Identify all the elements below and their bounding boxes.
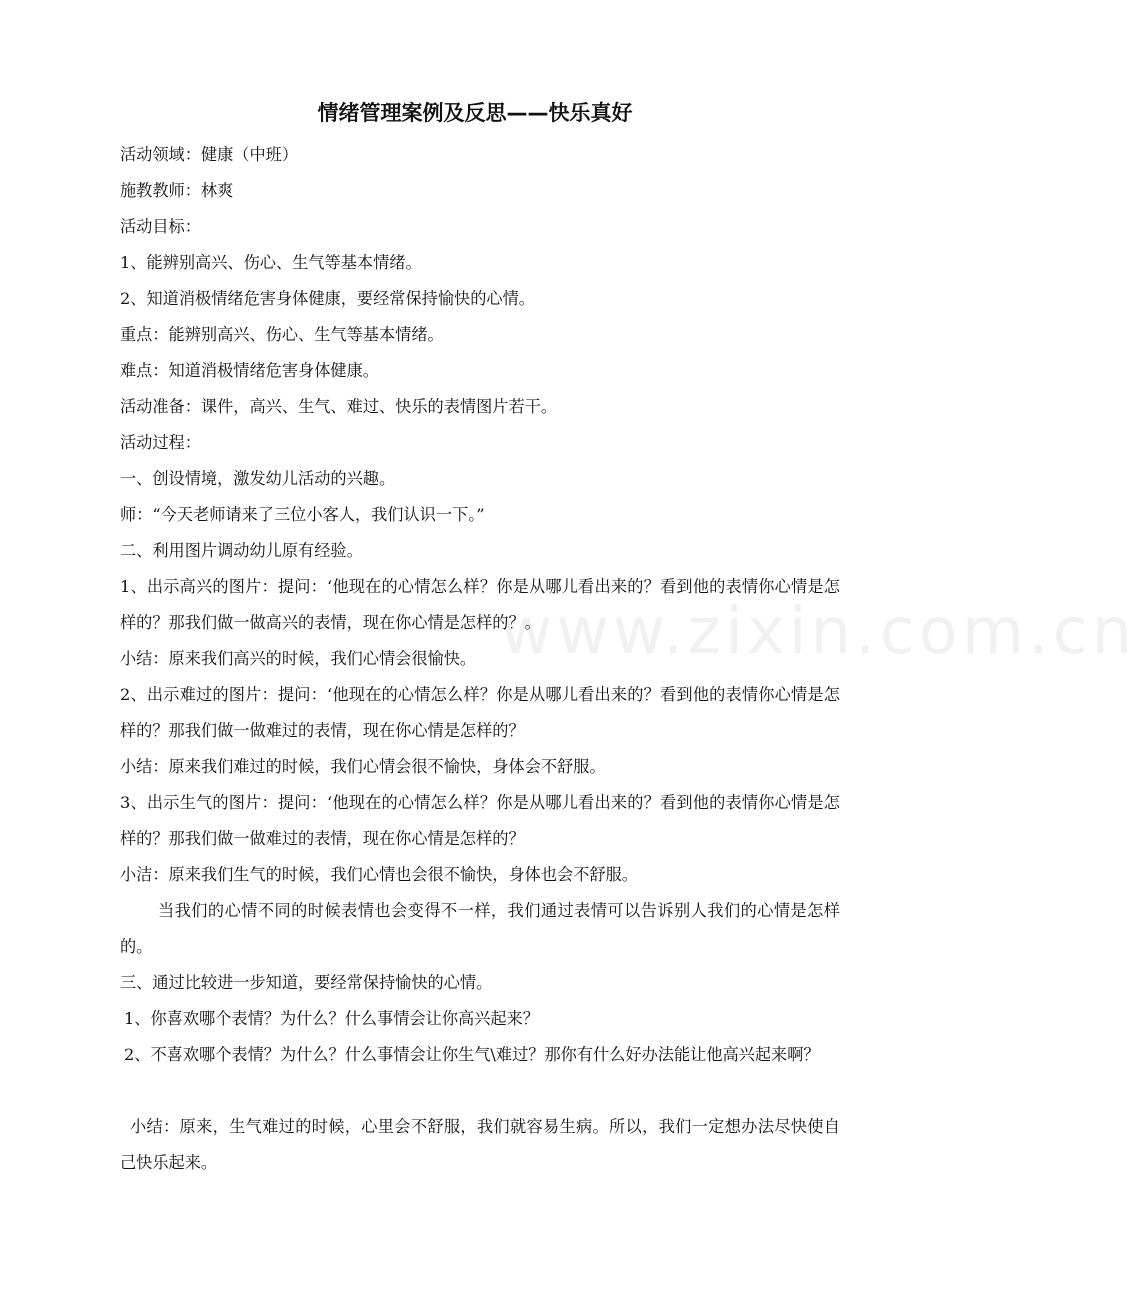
goals-heading: 活动目标： [120,217,201,236]
teacher: 施教教师：林爽 [120,181,234,200]
difficult-point: 难点：知道消极情绪危害身体健康。 [120,361,379,380]
teacher-line: 师：“今天老师请来了三位小客人，我们认识一下。” [120,505,485,524]
step-2-heading: 二、利用图片调动幼儿原有经验。 [120,541,363,560]
summary-sad: 小结：原来我们难过的时候，我们心情会很不愉快，身体会不舒服。 [120,757,606,776]
preparation: 活动准备：课件，高兴、生气、难过、快乐的表情图片若干。 [120,397,558,416]
item-happy: 1、出示高兴的图片：提问：‘他现在的心情怎么样？你是从哪儿看出来的？看到他的表情你心情是怎样的？那我们做一做高兴的表情，现在你心情是怎样的？。 [120,577,840,632]
process-heading: 活动过程： [120,433,201,452]
step-1-heading: 一、创设情境，激发幼儿活动的兴趣。 [120,469,396,488]
summary-angry: 小洁：原来我们生气的时候，我们心情也会很不愉快，身体也会不舒服。 [120,865,638,884]
goal-1: 1、能辨别高兴、伤心、生气等基本情绪。 [120,253,422,272]
question-1: 1、你喜欢哪个表情？为什么？什么事情会让你高兴起来？ [124,1009,539,1028]
item-angry: 3、出示生气的图片：提问：‘他现在的心情怎么样？你是从哪儿看出来的？看到他的表情你心情是怎样的？那我们做一做难过的表情，现在你心情是怎样的？ [120,793,840,848]
activity-domain: 活动领域：健康（中班） [120,145,299,164]
summary-happy: 小结：原来我们高兴的时候，我们心情会很愉快。 [120,649,477,668]
item-sad: 2、出示难过的图片：提问：‘他现在的心情怎么样？你是从哪儿看出来的？看到他的表情你心情是怎样的？那我们做一做难过的表情，现在你心情是怎样的？ [120,685,840,740]
paragraph-expressions: 当我们的心情不同的时候表情也会变得不一样，我们通过表情可以告诉别人我们的心情是怎样的。 [120,901,840,956]
document-title: 情绪管理案例及反思——快乐真好 [317,101,633,125]
goal-2: 2、知道消极情绪危害身体健康，要经常保持愉快的心情。 [120,289,535,308]
final-summary: 小结：原来，生气难过的时候，心里会不舒服，我们就容易生病。所以，我们一定想办法尽快使自己快乐起来。 [120,1117,840,1172]
key-point: 重点：能辨别高兴、伤心、生气等基本情绪。 [120,325,444,344]
step-3-heading: 三、通过比较进一步知道，要经常保持愉快的心情。 [120,973,493,992]
question-2: 2、不喜欢哪个表情？为什么？什么事情会让你生气\难过？那你有什么好办法能让他高兴起来啊？ [124,1045,820,1064]
watermark: www.zixin.com.cn [500,595,1136,669]
